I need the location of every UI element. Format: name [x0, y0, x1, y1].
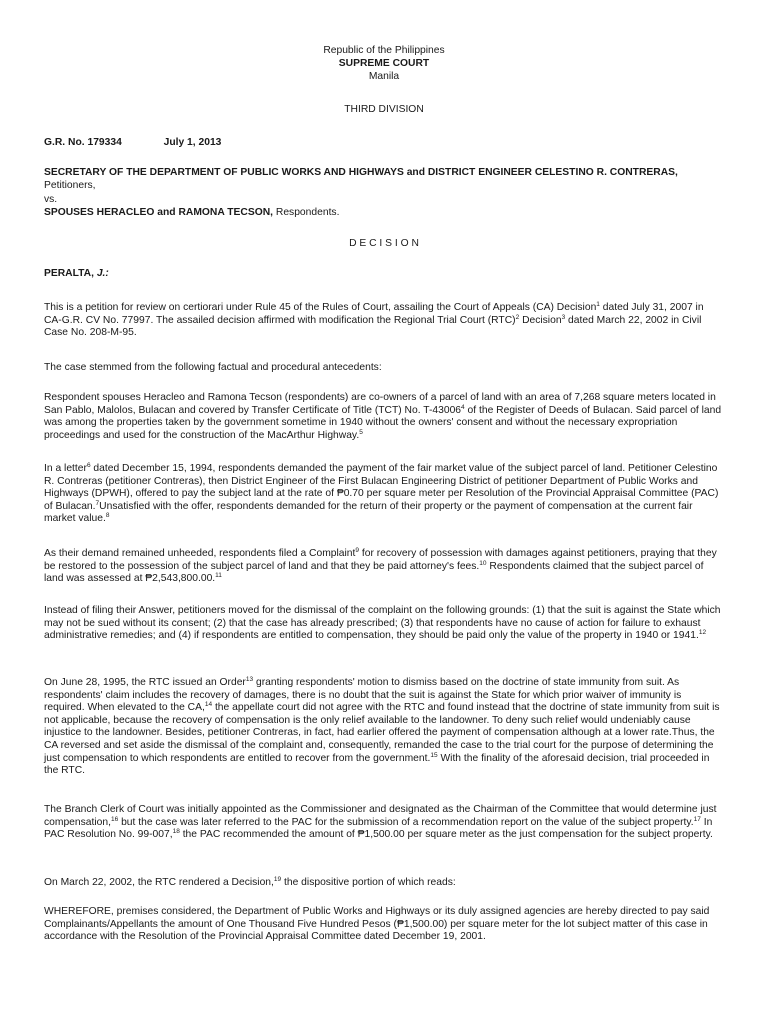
paragraph-7: On June 28, 1995, the RTC issued an Order$^{13}$ granting respondents' motion to dismiss based on the doctrine of state immunity from suit. As respondents' claim includes the recovery of damages, there is no doubt that the suit is against the State for which prior waiver of immunity is required. When elevated to the CA,$^{14}$ the appellate court did not agree with the RTC and found instead that the doctrine of state immunity from suit is not applicable, because the recovery of compensation is the only relief available to the landowner. To deny such relief would undeniably cause injustice to the landowner. Besides, petitioner Contreras, in fact, had earlier offered the payment of compensation although at a lower rate.Thus, the CA reversed and set aside the dismissal of the complaint and, consequently, remanded the case to the trial court for the purpose of determining the just compensation to which respondents are entitled to recover from the government.$^{15}$ With the finality of the aforesaid decision, trial proceeded in the RTC. — [44, 676, 720, 777]
paragraph-8: The Branch Clerk of Court was initially appointed as the Commissioner and designated as the Chairman of the Committee that would determine just compensation,$^{16}$ but the case was later referred to the PAC for the submission of a recommendation report on the value of the subject property.$^{17}$ In PAC Resolution No. 99-007,18 the PAC recommended the amount of ₱1,500.00 per square meter as the just compensation for the subject property. — [44, 804, 717, 841]
petitioners-role: Petitioners, — [44, 179, 96, 191]
paragraph-1: This is a petition for review on certiorari under Rule 45 of the Rules of Court, assailing the Court of Appeals (CA) Decision$^1$ dated July 31, 2007 in CA-G.R. CV No. 77997. The assailed decision affirmed with modification the Regional Trial Court (RTC)$^2$ Decision$^3$ dated March 22, 2002 in Civil Case No. 208-M-95. — [44, 301, 704, 339]
footnote-ref: 10 — [479, 559, 487, 567]
paragraph-5: As their demand remained unheeded, respondents filed a Complaint$^9$ for recovery of possession with damages against petitioners, praying that they be restored to the possession of the subject parcel of land and that they be paid attorney's fees.$^{10}$ Respondents claimed that the subject parcel of land was assessed at ₱2,543,800.00.11 — [44, 547, 717, 585]
header-country: Republic of the Philippines — [323, 45, 445, 56]
gr-number: G.R. No. 179334 — [44, 137, 122, 148]
footnote-ref: 12 — [698, 629, 707, 637]
footnote-ref: 1 — [596, 301, 600, 308]
footnote-ref: 9 — [355, 547, 360, 554]
footnote-ref: 17 — [693, 815, 701, 823]
footnote-ref: 2 — [515, 313, 520, 321]
petitioners-name: SECRETARY OF THE DEPARTMENT OF PUBLIC WORKS AND HIGHWAYS and DISTRICT ENGINEER CELESTINO R. CONTRERAS, — [44, 167, 678, 178]
footnote-ref: 15 — [430, 751, 438, 759]
paragraph-9: On March 22, 2002, the RTC rendered a Decision,$^{19}$ the dispositive portion of which reads: — [44, 876, 456, 888]
footnote-ref: 16 — [110, 815, 119, 823]
footnote-ref: 13 — [245, 676, 254, 683]
footnote-ref: 7 — [95, 499, 100, 507]
paragraph-10: WHEREFORE, premises considered, the Department of Public Works and Highways or its duly assigned agencies are hereby directed to pay said Complainants/Appellants the amount of One Thousand Five Hundred Pesos (₱1,500.00) per square meter for the lot subject matter of this case in accordance with the Resolution of the Provincial Appraisal Committee dated December 19, 2001. — [44, 906, 710, 943]
header-city: Manila — [368, 71, 400, 82]
ponente-title: J.: — [93, 268, 109, 279]
footnote-ref: 3 — [561, 313, 566, 321]
petitioners — [44, 167, 726, 192]
footnote-ref: 8 — [105, 512, 110, 520]
footnote-ref: 5 — [359, 428, 363, 436]
decision-title: D E C I S I O N — [349, 238, 419, 249]
respondents-name: SPOUSES HERACLEO and RAMONA TECSON, — [44, 207, 274, 218]
division-title: THIRD DIVISION — [344, 104, 424, 115]
versus: vs. — [44, 194, 58, 205]
ponente — [44, 268, 726, 281]
respondents — [44, 207, 726, 220]
footnote-ref: 14 — [204, 701, 213, 709]
footnote-ref: 18 — [172, 828, 180, 836]
case-number-line — [44, 137, 726, 150]
respondents-role: Respondents. — [273, 207, 340, 218]
footnote-ref: 4 — [461, 403, 465, 411]
paragraph-6: Instead of filing their Answer, petitioners moved for the dismissal of the complaint on the following grounds: (1) that the suit is against the State which may not be sued without its consent; (2) that the case has already prescribed; (3) that respondents have no cause of action for failure to exhaust administrative remedies; and (4) if respondents are entitled to compensation, they should be paid only the value of the property in 1940 or 1941.12 — [44, 605, 721, 642]
ponente-name: PERALTA, — [44, 268, 94, 279]
footnote-ref: 6 — [86, 462, 91, 469]
footnote-ref: 11 — [215, 572, 222, 580]
paragraph-4: In a letter$^6$ dated December 15, 1994, respondents demanded the payment of the fair market value of the subject parcel of land. Petitioner Celestino R. Contreras (petitioner Contreras), then District Engineer of the First Bulacan Engineering District of petitioner Department of Public Works and Highways (DPWH), offered to pay the subject land at the rate of ₱0.70 per square meter per Resolution of the Provincial Appraisal Committee (PAC) of Bulacan.$^7$Unsatisfied with the offer, respondents demanded for the return of their property or the payment of compensation at the current fair market value.$^8$ — [44, 462, 719, 525]
case-date: July 1, 2013 — [163, 137, 222, 148]
footnote-ref: 19 — [273, 876, 282, 883]
paragraph-3: Respondent spouses Heracleo and Ramona Tecson (respondents) are co-owners of a parcel of land with an area of 7,268 square meters located in San Pablo, Malolos, Bulacan and covered by Transfer Certificate of Title (TCT) No. T-43006$^4$ of the Register of Deeds of Bulacan. Said parcel of land was among the properties taken by the government sometime in 1940 without the owners' consent and without the necessary expropriation proceedings and used for the construction of the MacArthur Highway.$^5$ — [44, 392, 722, 441]
header-court: SUPREME COURT — [338, 58, 430, 69]
paragraph-2: The case stemmed from the following factual and procedural antecedents: — [44, 362, 382, 373]
